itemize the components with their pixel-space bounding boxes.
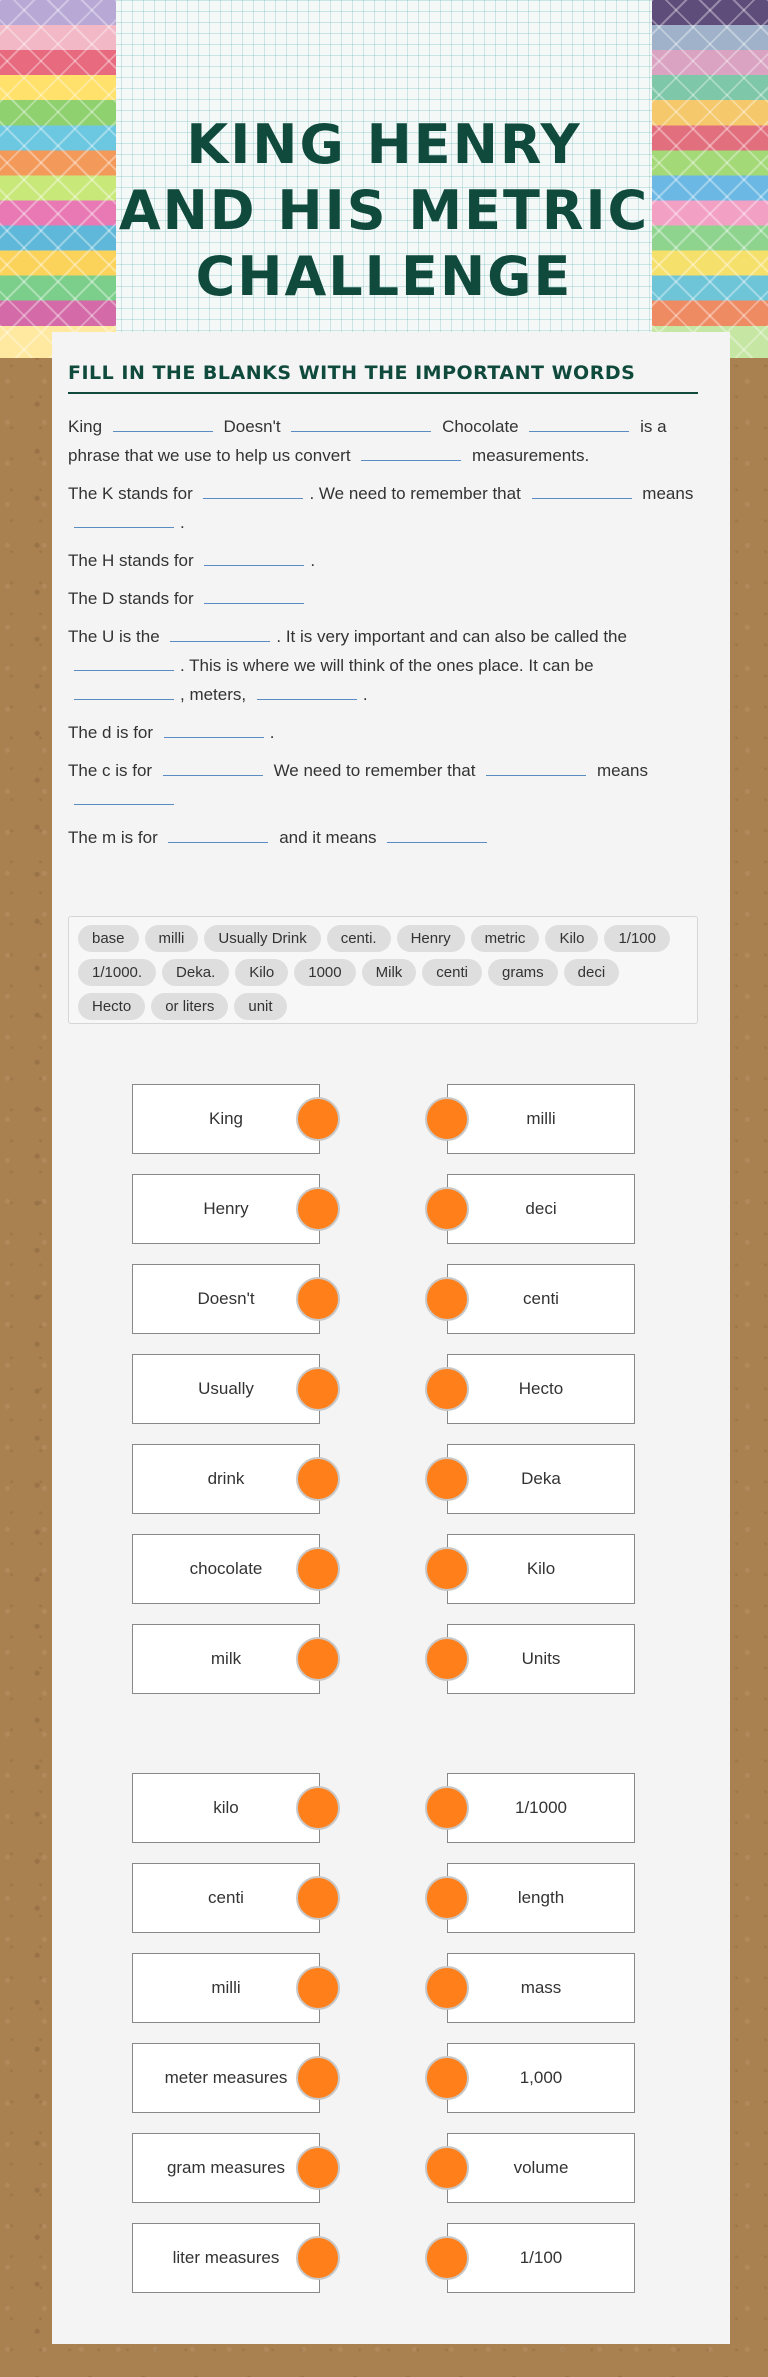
match-right-item[interactable]: Hecto [447, 1354, 635, 1424]
match-connector-dot[interactable] [425, 2236, 469, 2280]
section-heading: FILL IN THE BLANKS WITH THE IMPORTANT WORDS [68, 362, 698, 394]
text: We need to remember that [273, 761, 476, 780]
sentence-6 [68, 718, 698, 747]
match-right-item[interactable]: Kilo [447, 1534, 635, 1604]
blank-input[interactable] [74, 787, 174, 805]
text: The d is for [68, 723, 154, 742]
word-chip[interactable]: 1/1000. [78, 959, 156, 986]
match-right-item[interactable]: Units [447, 1624, 635, 1694]
text: The c is for [68, 761, 153, 780]
sentence-8 [68, 823, 698, 852]
header-banner [0, 0, 768, 358]
match-connector-dot[interactable] [425, 1786, 469, 1830]
blank-input[interactable] [257, 682, 357, 700]
page-title: KING HENRY AND HIS METRIC CHALLENGE [118, 113, 650, 308]
match-connector-dot[interactable] [296, 1786, 340, 1830]
match-right-item[interactable]: Deka [447, 1444, 635, 1514]
blank-input[interactable] [74, 510, 174, 528]
text: phrase that we use to help us convert [68, 446, 351, 465]
match-right-item[interactable]: 1/100 [447, 2223, 635, 2293]
match-connector-dot[interactable] [425, 1457, 469, 1501]
text: and it means [279, 828, 377, 847]
match-left-item[interactable]: centi [132, 1863, 320, 1933]
word-chip[interactable]: unit [234, 993, 286, 1020]
match-connector-dot[interactable] [296, 1637, 340, 1681]
word-chip[interactable]: 1/100 [604, 925, 670, 952]
match-connector-dot[interactable] [425, 1277, 469, 1321]
word-chip[interactable]: centi [422, 959, 482, 986]
blank-input[interactable] [532, 481, 632, 499]
match-left-item[interactable]: Henry [132, 1174, 320, 1244]
text: The U is the [68, 627, 160, 646]
text: means [596, 761, 648, 780]
text: Chocolate [442, 417, 519, 436]
word-chip[interactable]: deci [564, 959, 620, 986]
worksheet-panel [52, 332, 730, 2344]
match-left-item[interactable]: King [132, 1084, 320, 1154]
match-connector-dot[interactable] [296, 1367, 340, 1411]
word-chip[interactable]: centi. [327, 925, 391, 952]
word-chip[interactable]: milli [145, 925, 199, 952]
blank-input[interactable] [164, 720, 264, 738]
blank-input[interactable] [163, 758, 263, 776]
match-left-item[interactable]: Usually [132, 1354, 320, 1424]
text: . [310, 551, 316, 570]
word-chip[interactable]: metric [471, 925, 540, 952]
match-right-item[interactable]: length [447, 1863, 635, 1933]
word-chip[interactable]: or liters [151, 993, 228, 1020]
sentence-2 [68, 479, 698, 537]
match-right-item[interactable]: centi [447, 1264, 635, 1334]
match-connector-dot[interactable] [425, 2146, 469, 2190]
blank-input[interactable] [170, 624, 270, 642]
blank-input[interactable] [204, 586, 304, 604]
match-left-item[interactable]: chocolate [132, 1534, 320, 1604]
match-connector-dot[interactable] [425, 1367, 469, 1411]
word-bank [68, 916, 698, 1024]
match-connector-dot[interactable] [425, 1876, 469, 1920]
match-left-item[interactable]: drink [132, 1444, 320, 1514]
text: King [68, 417, 103, 436]
blank-input[interactable] [74, 682, 174, 700]
match-connector-dot[interactable] [425, 1187, 469, 1231]
match-connector-dot[interactable] [296, 1876, 340, 1920]
word-chip[interactable]: Kilo [545, 925, 598, 952]
match-connector-dot[interactable] [296, 1966, 340, 2010]
match-connector-dot[interactable] [425, 1637, 469, 1681]
match-connector-dot[interactable] [296, 2056, 340, 2100]
blank-input[interactable] [168, 825, 268, 843]
sentence-1 [68, 412, 698, 470]
blank-input[interactable] [361, 443, 461, 461]
match-connector-dot[interactable] [425, 1547, 469, 1591]
chevron-pattern-left [0, 0, 116, 358]
word-chip[interactable]: Usually Drink [204, 925, 320, 952]
blank-input[interactable] [74, 653, 174, 671]
match-connector-dot[interactable] [296, 1277, 340, 1321]
word-chip[interactable]: Hecto [78, 993, 145, 1020]
blank-input[interactable] [529, 414, 629, 432]
blank-input[interactable] [204, 548, 304, 566]
match-left-item[interactable]: meter measures [132, 2043, 320, 2113]
word-chip[interactable]: 1000 [294, 959, 355, 986]
word-chip[interactable]: Kilo [235, 959, 288, 986]
word-chip[interactable]: Milk [362, 959, 417, 986]
match-right-item[interactable]: deci [447, 1174, 635, 1244]
text: , meters, [180, 685, 247, 704]
match-right-item[interactable]: milli [447, 1084, 635, 1154]
match-right-item[interactable]: volume [447, 2133, 635, 2203]
text: . [269, 723, 275, 742]
match-connector-dot[interactable] [296, 1547, 340, 1591]
sentence-5 [68, 622, 698, 709]
match-right-item[interactable]: 1,000 [447, 2043, 635, 2113]
sentence-3 [68, 546, 698, 575]
text: The m is for [68, 828, 158, 847]
text: The K stands for [68, 484, 193, 503]
match-connector-dot[interactable] [425, 1097, 469, 1141]
word-chip[interactable]: Henry [397, 925, 465, 952]
text: measurements. [472, 446, 590, 465]
match-connector-dot[interactable] [296, 1097, 340, 1141]
word-chip[interactable]: Deka. [162, 959, 229, 986]
text: . [362, 685, 368, 704]
blank-input[interactable] [203, 481, 303, 499]
match-left-item[interactable]: milli [132, 1953, 320, 2023]
text: The H stands for [68, 551, 194, 570]
text: Doesn't [223, 417, 281, 436]
text: . It is very important and can also be called the [276, 627, 627, 646]
text: The D stands for [68, 589, 194, 608]
word-chip[interactable]: grams [488, 959, 558, 986]
match-left-item[interactable]: Doesn't [132, 1264, 320, 1334]
blank-input[interactable] [486, 758, 586, 776]
match-connector-dot[interactable] [296, 2236, 340, 2280]
match-left-item[interactable]: milk [132, 1624, 320, 1694]
text: is a [640, 417, 667, 436]
match-right-item[interactable]: 1/1000 [447, 1773, 635, 1843]
match-connector-dot[interactable] [425, 2056, 469, 2100]
match-left-item[interactable]: liter measures [132, 2223, 320, 2293]
text: . [180, 513, 185, 532]
blank-input[interactable] [291, 414, 431, 432]
blank-input[interactable] [387, 825, 487, 843]
match-connector-dot[interactable] [296, 1187, 340, 1231]
fill-in-text [68, 412, 698, 861]
text: . We need to remember that [309, 484, 521, 503]
sentence-7 [68, 756, 698, 814]
blank-input[interactable] [113, 414, 213, 432]
match-connector-dot[interactable] [296, 1457, 340, 1501]
match-connector-dot[interactable] [425, 1966, 469, 2010]
text: . This is where we will think of the ones place. It can be [180, 656, 594, 675]
match-right-item[interactable]: mass [447, 1953, 635, 2023]
text: means [642, 484, 694, 503]
match-left-item[interactable]: kilo [132, 1773, 320, 1843]
chevron-pattern-right [652, 0, 768, 358]
sentence-4 [68, 584, 698, 613]
word-chip[interactable]: base [78, 925, 139, 952]
match-connector-dot[interactable] [296, 2146, 340, 2190]
match-left-item[interactable]: gram measures [132, 2133, 320, 2203]
